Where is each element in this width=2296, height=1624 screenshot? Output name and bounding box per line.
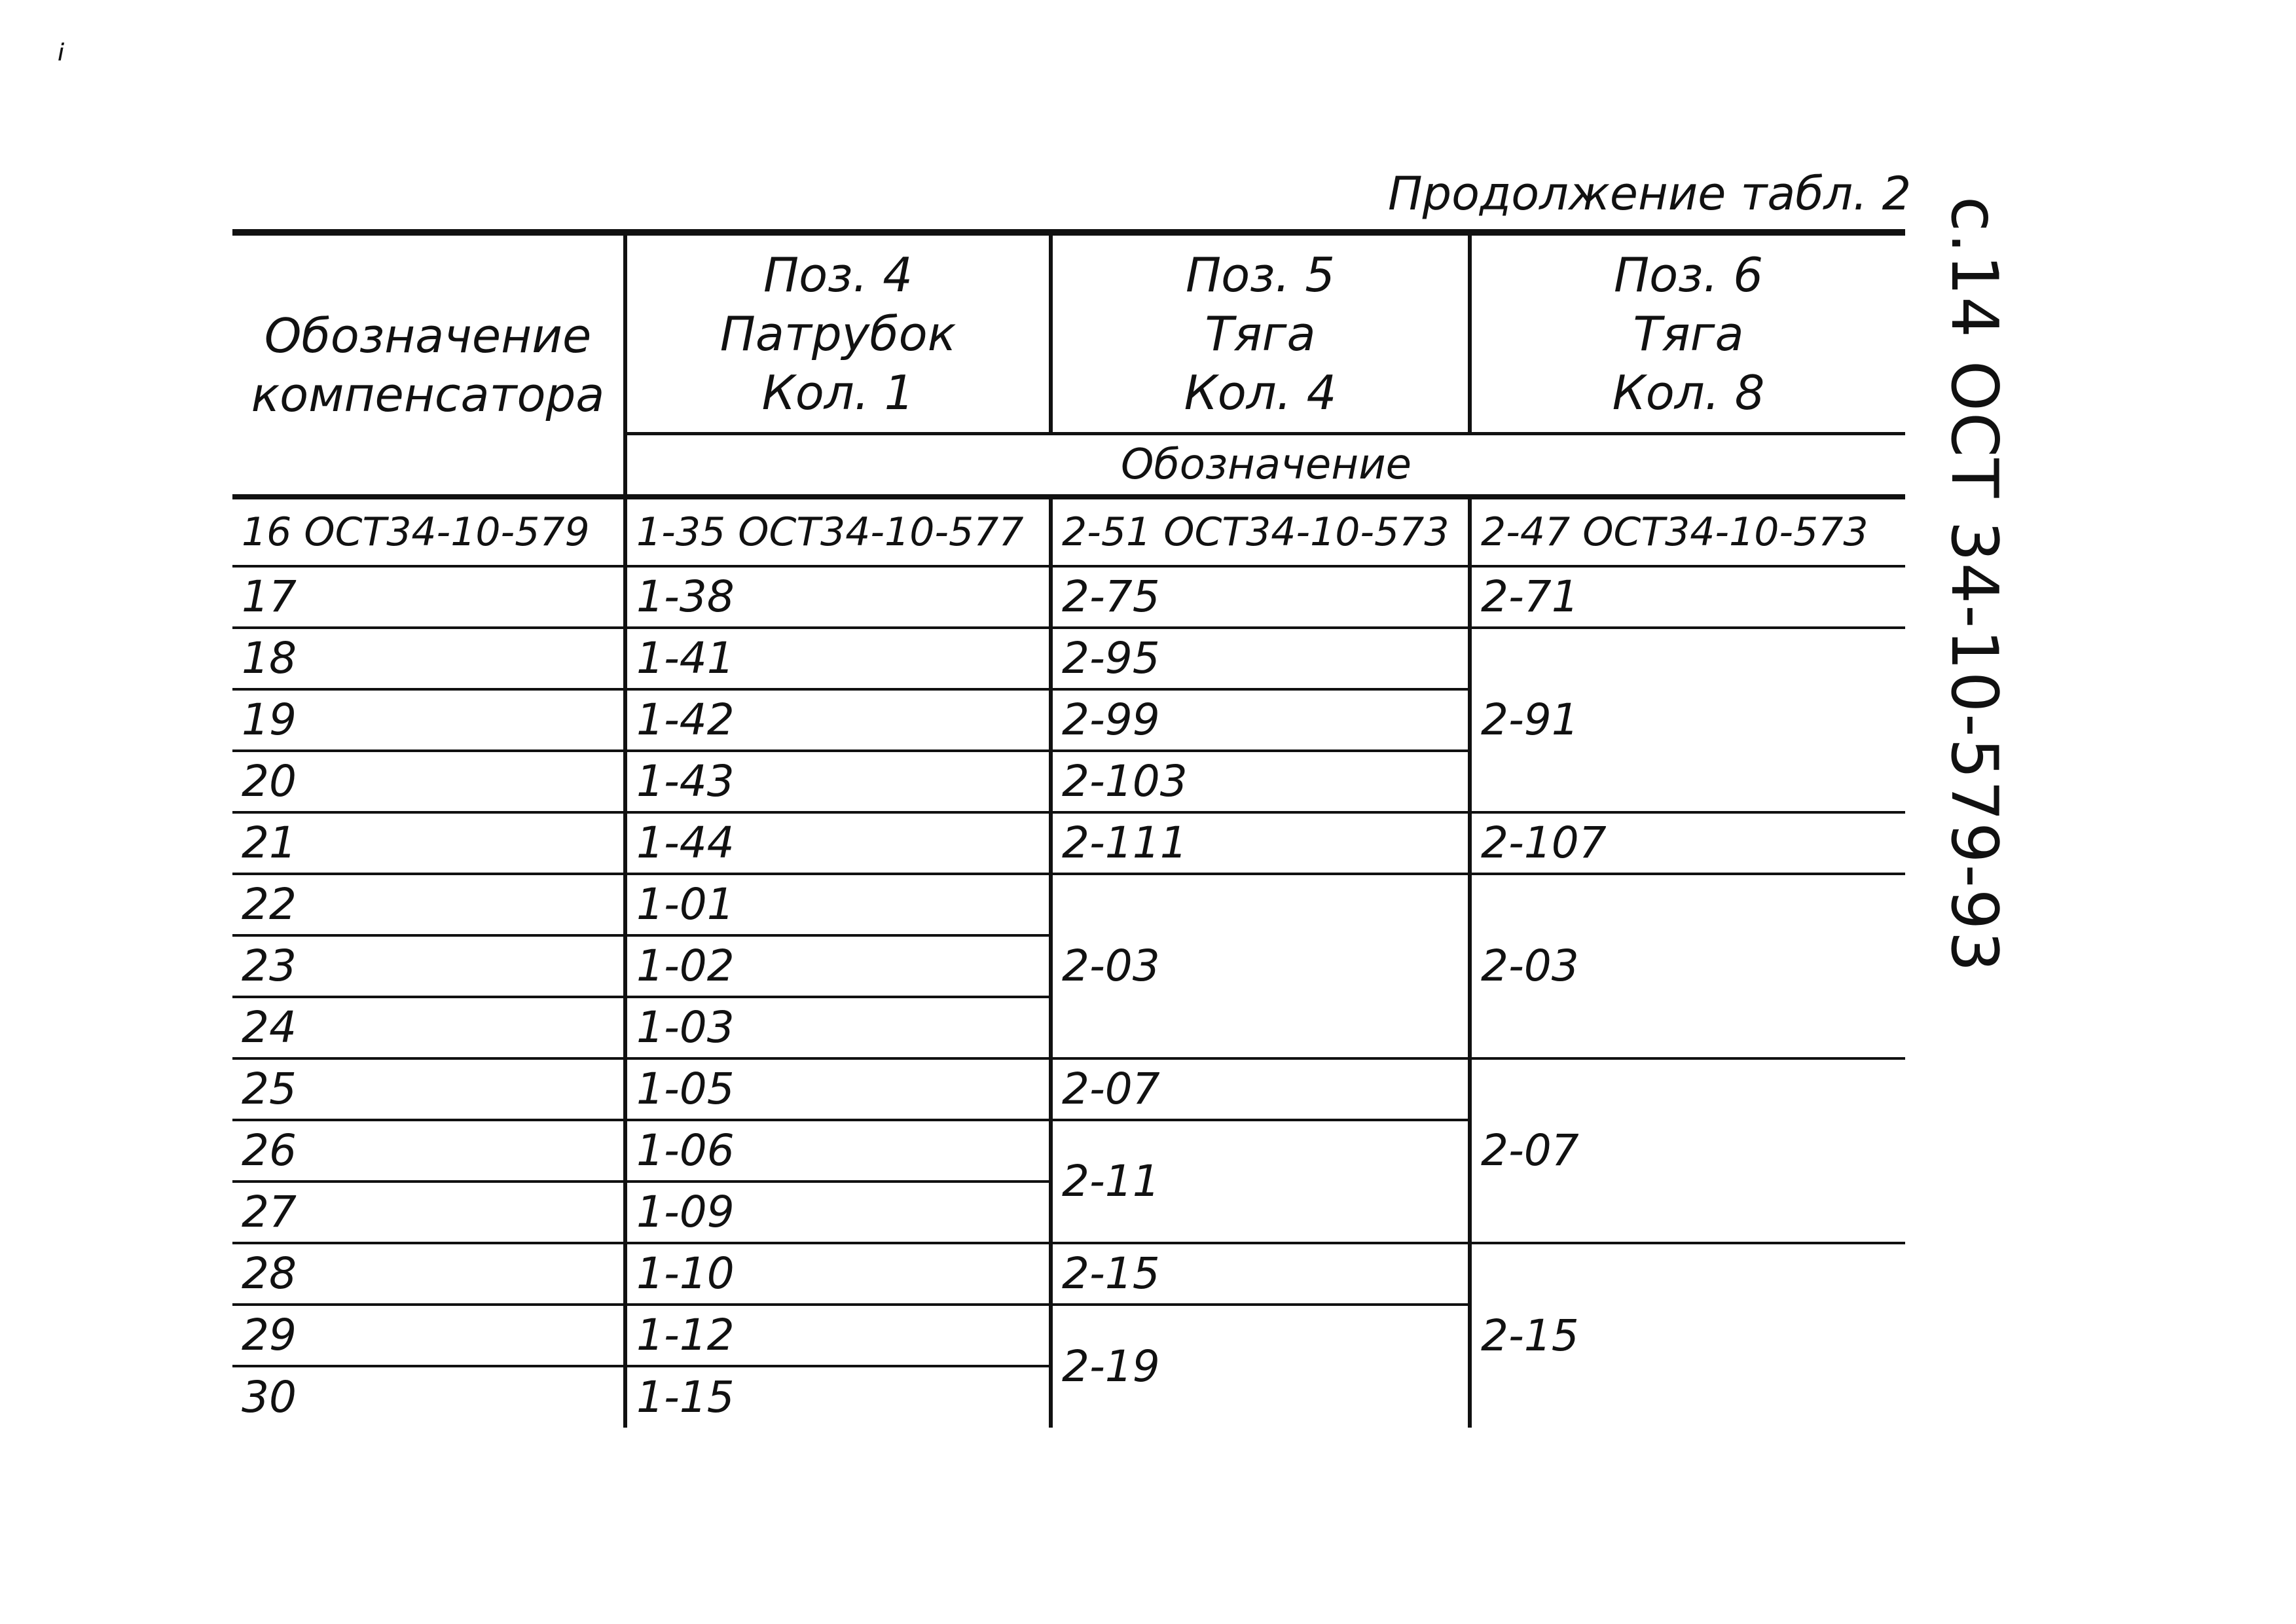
header-pos5-line-3: Кол. 4: [1184, 365, 1337, 420]
cell-pos5: 2-75: [1051, 566, 1470, 628]
cell-compensator: 30: [242, 1372, 297, 1422]
header-pos6-line-1: Поз. 6: [1613, 247, 1764, 302]
header-pos6: [1470, 232, 1905, 434]
cell-pos6: 2-71: [1470, 566, 1905, 628]
cell-pos4: 1-41: [625, 628, 1051, 689]
cell-compensator: 26: [232, 1120, 625, 1182]
header-pos4: [625, 232, 1051, 434]
cell-pos6: 2-03: [1470, 874, 1905, 1058]
cell-pos5: 2-111: [1051, 812, 1470, 874]
cell-pos4: 1-15: [625, 1366, 1051, 1428]
cell-pos6: 2-07: [1470, 1058, 1905, 1243]
specification-table: [232, 229, 1905, 1428]
cell-pos5: 2-15: [1051, 1243, 1470, 1305]
header-designation: Обозначение: [625, 434, 1905, 497]
header-pos6-line-2: Тяга: [1633, 306, 1744, 361]
header-pos4-line-3: Кол. 1: [761, 365, 915, 420]
header-pos5-line-1: Поз. 5: [1185, 247, 1336, 302]
cell-pos4: 1-01: [625, 874, 1051, 935]
header-pos5-line-2: Тяга: [1205, 306, 1316, 361]
cell-pos4: 1-09: [625, 1182, 1051, 1243]
cell-pos5: 2-99: [1051, 689, 1470, 751]
cell-compensator: 28: [232, 1243, 625, 1305]
cell-compensator: 29: [232, 1305, 625, 1366]
cell-pos4: 1-10: [625, 1243, 1051, 1305]
cell-compensator: 20: [232, 751, 625, 812]
cell-compensator: 18: [232, 628, 625, 689]
cell-compensator: 16 ОСТ34-10-579: [232, 497, 625, 566]
table-row: [232, 812, 1905, 874]
cell-compensator: 19: [232, 689, 625, 751]
table-row: [232, 874, 1905, 935]
cell-compensator: 25: [232, 1058, 625, 1120]
corner-mark: ⁱ: [58, 36, 65, 84]
cell-pos4: 1-44: [625, 812, 1051, 874]
table-row: [232, 628, 1905, 689]
cell-compensator: 27: [232, 1182, 625, 1243]
cell-pos4: 1-43: [625, 751, 1051, 812]
cell-pos6: 2-91: [1470, 628, 1905, 812]
cell-compensator: 22: [232, 874, 625, 935]
cell-pos4: 1-38: [625, 566, 1051, 628]
cell-compensator: 23: [232, 935, 625, 997]
table-continuation-caption: Продолжение табл. 2: [1388, 167, 1912, 221]
cell-pos4: 1-42: [625, 689, 1051, 751]
cell-pos4: 1-35 ОСТ34-10-577: [625, 497, 1051, 566]
header-compensator-line-2: компенсатора: [251, 367, 605, 422]
cell-pos4: 1-06: [625, 1120, 1051, 1182]
header-compensator-line-1: Обозначение: [264, 308, 592, 363]
header-pos5: [1051, 232, 1470, 434]
cell-pos5: 2-07: [1051, 1058, 1470, 1120]
cell-pos6: 2-15: [1470, 1243, 1905, 1428]
cell-pos5: 2-95: [1051, 628, 1470, 689]
table-row: [232, 497, 1905, 566]
header-pos4-line-2: Патрубок: [720, 306, 957, 361]
cell-pos5: 2-19: [1051, 1305, 1470, 1428]
table-row: [232, 1058, 1905, 1120]
header-pos6-line-3: Кол. 8: [1612, 365, 1765, 420]
header-compensator: [232, 232, 625, 497]
table-header-row: [232, 232, 1905, 434]
cell-pos4: 1-03: [625, 997, 1051, 1058]
cell-compensator: 24: [232, 997, 625, 1058]
cell-compensator: 21: [232, 812, 625, 874]
cell-pos5: 2-51 ОСТ34-10-573: [1051, 497, 1470, 566]
table-row: [232, 1243, 1905, 1305]
cell-pos6: 2-47 ОСТ34-10-573: [1470, 497, 1905, 566]
header-pos4-line-1: Поз. 4: [763, 247, 913, 302]
cell-pos4: 1-05: [625, 1058, 1051, 1120]
cell-pos5: 2-11: [1051, 1120, 1470, 1243]
side-document-code: с.14 ОСТ 34-10-579-93: [1937, 196, 2011, 973]
cell-pos4: 1-02: [625, 935, 1051, 997]
cell-pos5: 2-03: [1051, 874, 1470, 1058]
cell-compensator: 17: [232, 566, 625, 628]
cell-pos4: 1-12: [625, 1305, 1051, 1366]
table-row: [232, 566, 1905, 628]
cell-pos5: 2-103: [1051, 751, 1470, 812]
cell-pos6: 2-107: [1470, 812, 1905, 874]
